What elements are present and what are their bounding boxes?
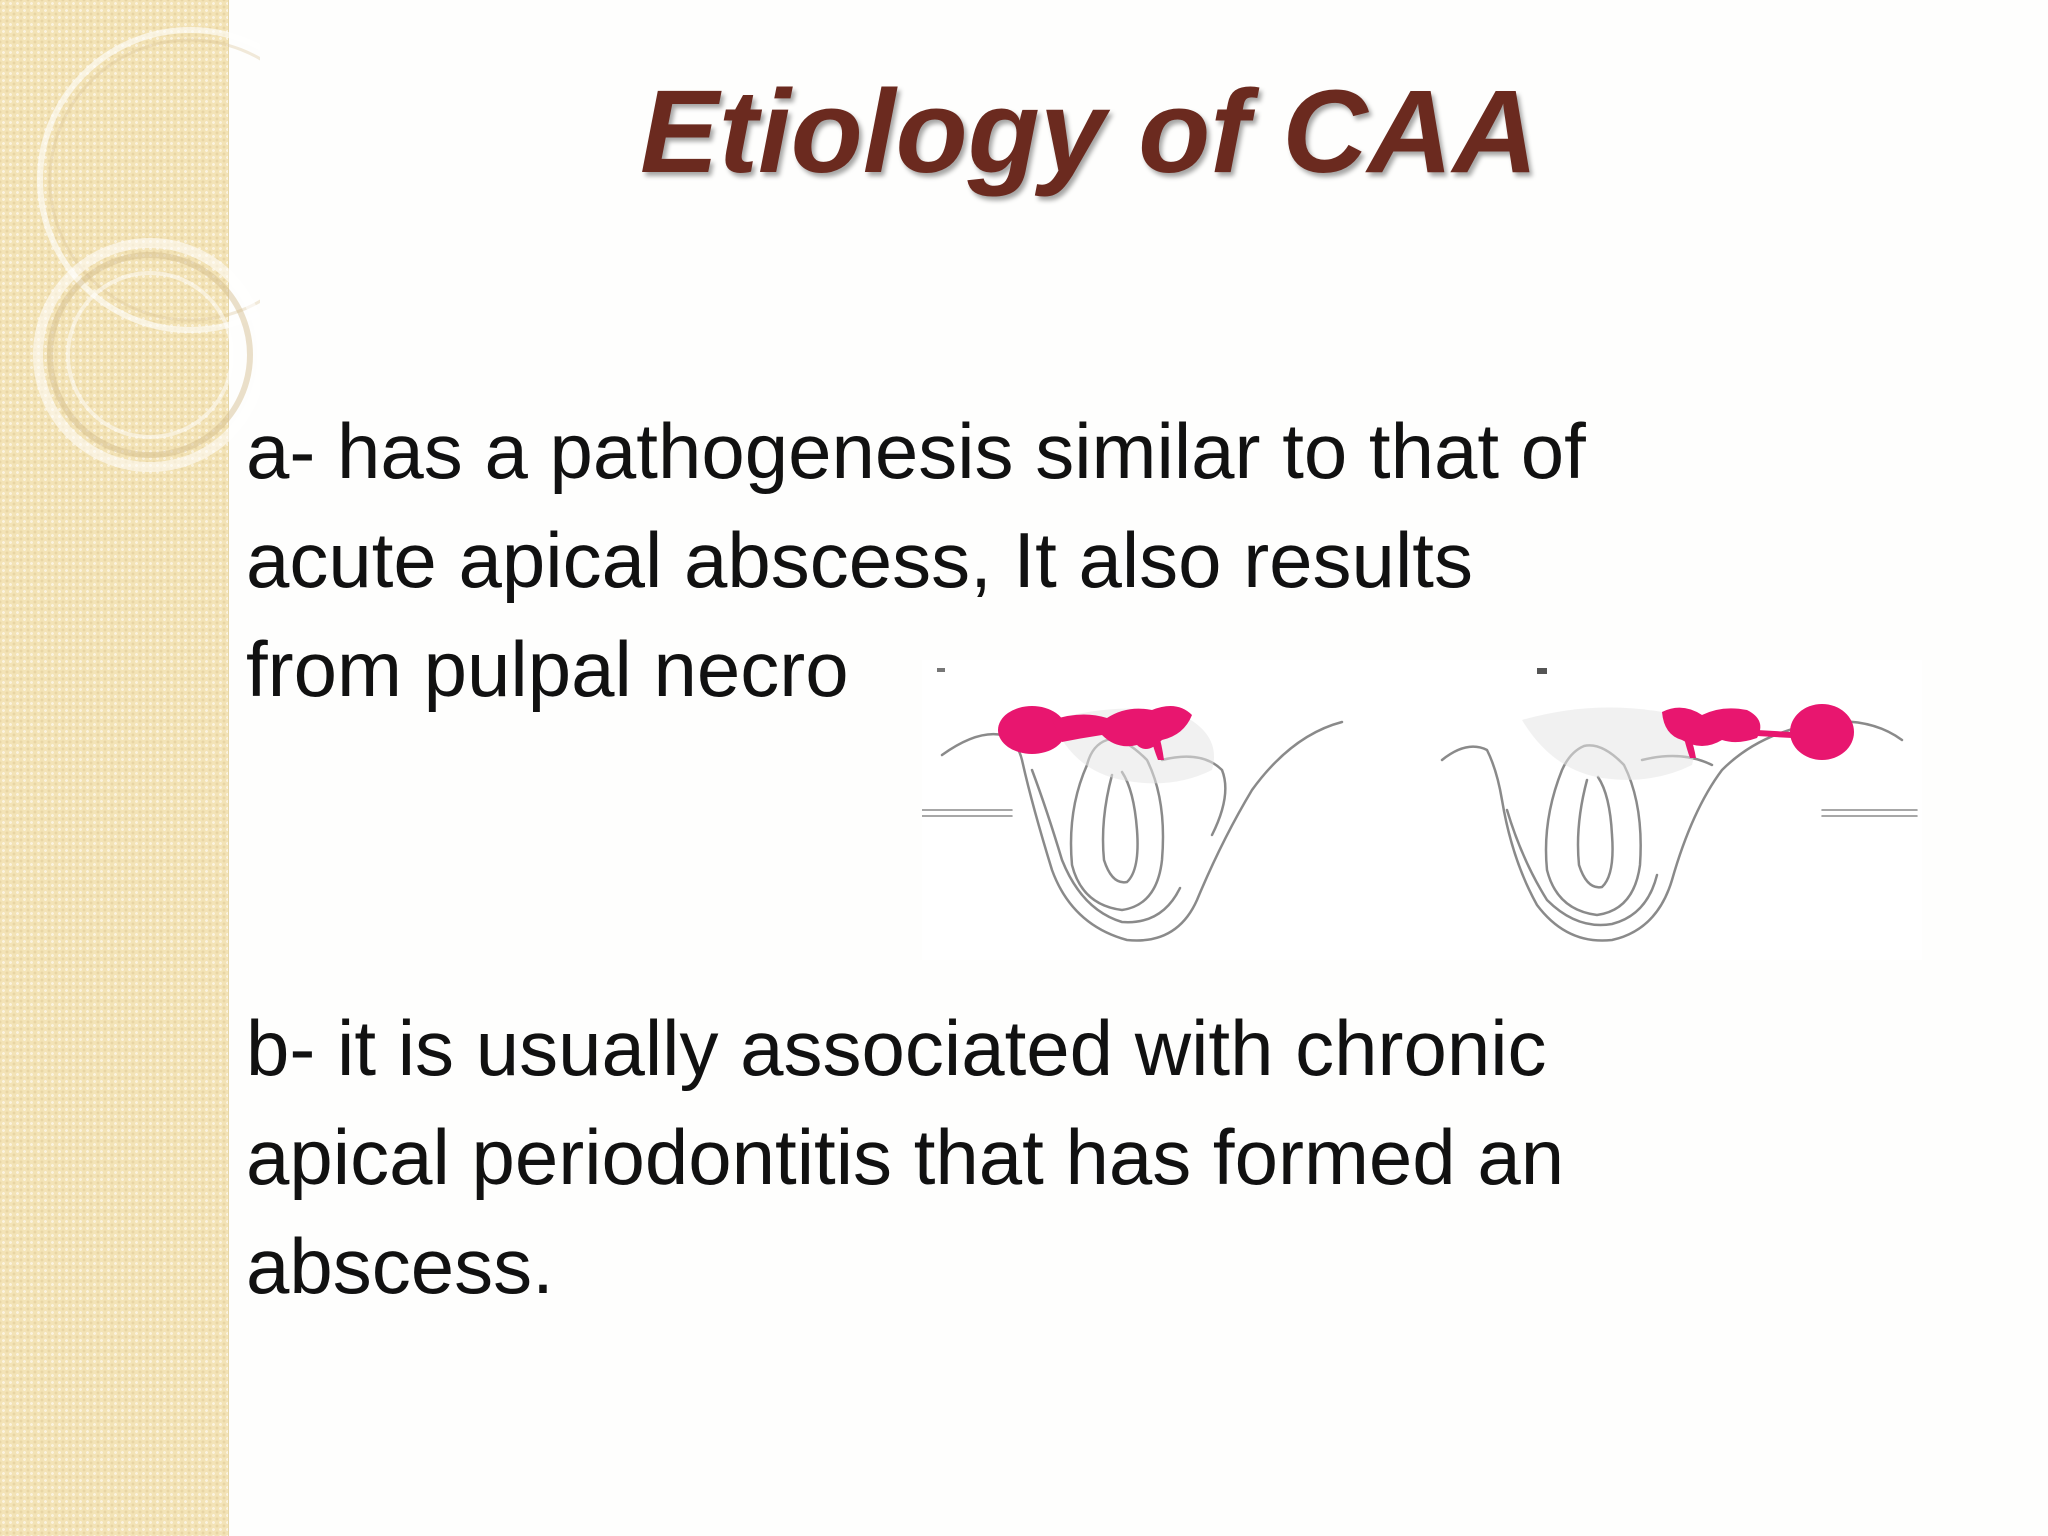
paragraph-a-line: from pulpal necro xyxy=(246,625,849,713)
slide-title: Etiology of CAA xyxy=(640,66,1539,198)
decorative-rings-icon xyxy=(0,0,260,520)
paragraph-b xyxy=(246,994,1966,1321)
paragraph-b-line: apical periodontitis that has formed an xyxy=(246,1113,1565,1201)
paragraph-a-line: acute apical abscess, It also results xyxy=(246,516,1473,604)
paragraph-b-line: b- it is usually associated with chronic xyxy=(246,1004,1547,1092)
paragraph-b-line: abscess. xyxy=(246,1222,554,1310)
tooth-abscess-diagram-icon xyxy=(922,660,1922,960)
paragraph-a-line: a- has a pathogenesis similar to that of xyxy=(246,407,1586,495)
